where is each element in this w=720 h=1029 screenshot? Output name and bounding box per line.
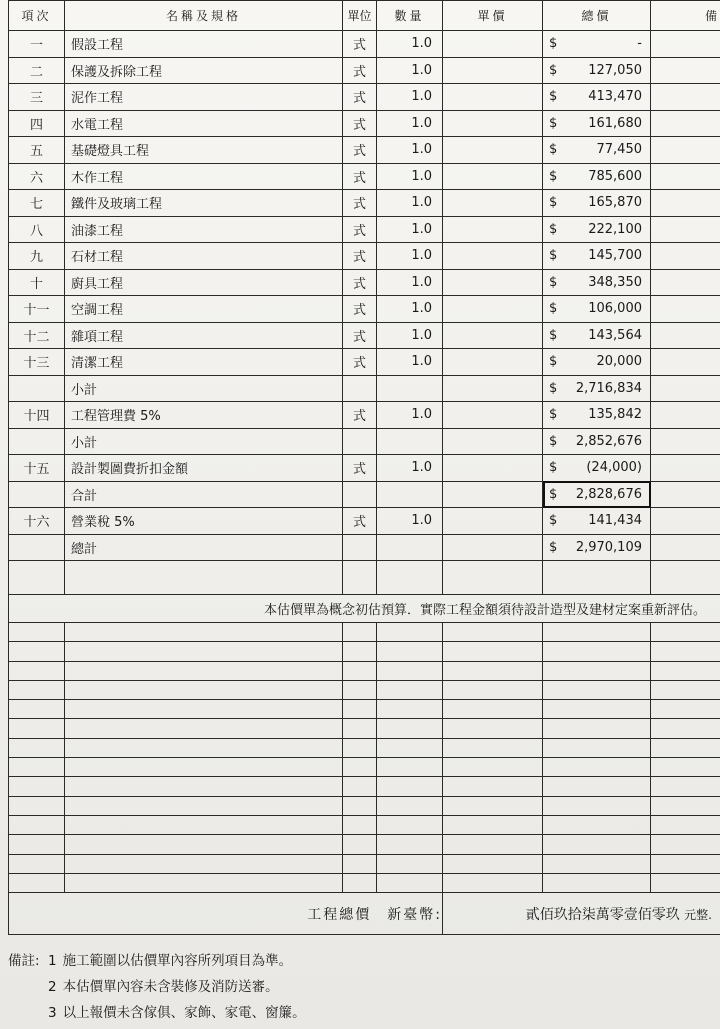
- empty-row: [9, 719, 720, 738]
- table-row: [9, 375, 720, 402]
- item-unit: [343, 375, 377, 402]
- item-extra: [651, 455, 720, 482]
- item-name: 水電工程: [65, 110, 343, 137]
- item-qty: 1.0: [377, 57, 443, 84]
- table-row: [9, 349, 720, 376]
- item-index: 一: [9, 31, 65, 58]
- item-unit-price: [443, 243, 543, 270]
- item-index: [9, 375, 65, 402]
- item-name: 總計: [65, 534, 343, 561]
- item-index: 三: [9, 84, 65, 111]
- item-unit-price: [443, 428, 543, 455]
- table-row: [9, 322, 720, 349]
- item-qty: [377, 481, 443, 508]
- item-index: 十三: [9, 349, 65, 376]
- item-index: 八: [9, 216, 65, 243]
- remark-text: 本估價單內容未含裝修及消防送審。: [62, 979, 279, 995]
- remark-text: 以上報價未含傢俱、家飾、家電、窗簾。: [62, 1005, 306, 1021]
- item-unit-price: [443, 402, 543, 429]
- item-qty: 1.0: [377, 269, 443, 296]
- item-extra: [651, 375, 720, 402]
- item-total-cell: [543, 84, 651, 111]
- table-row: [9, 31, 720, 58]
- item-qty: 1.0: [377, 163, 443, 190]
- header-row: [9, 1, 720, 31]
- header-total: 總價: [543, 1, 651, 31]
- item-total: 106,000: [588, 301, 642, 316]
- item-unit: 式: [343, 216, 377, 243]
- empty-row: [9, 661, 720, 680]
- item-total: 2,970,109: [575, 539, 642, 555]
- item-total: 348,350: [588, 274, 642, 290]
- item-total-cell: [543, 110, 651, 137]
- remark-num: 3: [48, 1005, 57, 1021]
- header-unit: 單位: [343, 1, 377, 31]
- item-qty: 1.0: [377, 190, 443, 217]
- item-index: [9, 534, 65, 561]
- item-total: 413,470: [588, 89, 642, 104]
- item-total: 2,828,676: [575, 486, 642, 502]
- table-row: [9, 137, 720, 164]
- empty-row: [9, 700, 720, 719]
- table-row: [9, 296, 720, 323]
- item-total-cell: [543, 455, 651, 482]
- item-unit-price: [443, 508, 543, 535]
- item-total: 785,600: [588, 168, 642, 184]
- currency-symbol: $: [549, 195, 558, 210]
- item-index: 十: [9, 269, 65, 296]
- item-name: 清潔工程: [65, 349, 343, 376]
- table-row: [9, 481, 720, 508]
- item-extra: [651, 428, 720, 455]
- currency-symbol: $: [549, 142, 558, 157]
- item-total-cell: [543, 534, 651, 561]
- item-extra: [651, 349, 720, 376]
- item-index: [9, 481, 65, 508]
- item-unit: 式: [343, 243, 377, 270]
- table-row: [9, 243, 720, 270]
- currency-symbol: $: [549, 407, 558, 422]
- item-total-cell: [543, 402, 651, 429]
- item-total: 141,434: [588, 513, 642, 528]
- empty-row: [9, 758, 720, 777]
- header-unit-price: 單價: [443, 1, 543, 31]
- currency-symbol: $: [549, 513, 558, 528]
- item-extra: [651, 110, 720, 137]
- currency-symbol: $: [549, 221, 558, 237]
- remarks: [8, 948, 708, 1026]
- item-index: 二: [9, 57, 65, 84]
- item-name: 合計: [65, 481, 343, 508]
- remark-num: 2: [48, 979, 57, 995]
- currency-symbol: $: [549, 115, 558, 131]
- item-qty: 1.0: [377, 84, 443, 111]
- item-qty: 1.0: [377, 243, 443, 270]
- empty-row: [9, 777, 720, 796]
- item-unit: [343, 481, 377, 508]
- item-total: 2,852,676: [575, 433, 642, 449]
- item-unit-price: [443, 216, 543, 243]
- empty-row: [9, 738, 720, 757]
- item-total: 161,680: [588, 115, 642, 131]
- item-total-cell: [543, 375, 651, 402]
- table-row: [9, 428, 720, 455]
- table-row: [9, 508, 720, 535]
- currency-symbol: $: [549, 380, 558, 396]
- item-total-cell: [543, 163, 651, 190]
- item-total: 20,000: [596, 354, 642, 369]
- currency-symbol: $: [549, 36, 558, 51]
- table-row: [9, 402, 720, 429]
- item-extra: [651, 216, 720, 243]
- item-qty: 1.0: [377, 216, 443, 243]
- item-total-cell: [543, 481, 651, 508]
- item-total-cell: [543, 137, 651, 164]
- item-total: 145,700: [588, 248, 642, 263]
- item-name: 木作工程: [65, 163, 343, 190]
- item-name: 油漆工程: [65, 216, 343, 243]
- currency-symbol: $: [549, 62, 558, 78]
- remark-line-1: [8, 948, 708, 974]
- empty-row: [9, 680, 720, 699]
- item-unit: 式: [343, 508, 377, 535]
- item-extra: [651, 84, 720, 111]
- item-unit: 式: [343, 349, 377, 376]
- remarks-lead: 備註:: [8, 953, 40, 969]
- item-unit: 式: [343, 322, 377, 349]
- item-unit-price: [443, 455, 543, 482]
- item-unit: 式: [343, 110, 377, 137]
- item-unit: [343, 428, 377, 455]
- item-qty: [377, 375, 443, 402]
- item-unit-price: [443, 322, 543, 349]
- item-name: 小計: [65, 375, 343, 402]
- item-index: 十四: [9, 402, 65, 429]
- item-total-cell: [543, 57, 651, 84]
- item-index: 十五: [9, 455, 65, 482]
- table-row: [9, 57, 720, 84]
- item-qty: 1.0: [377, 31, 443, 58]
- item-unit-price: [443, 375, 543, 402]
- currency-symbol: $: [549, 486, 558, 502]
- item-extra: [651, 296, 720, 323]
- item-total-cell: [543, 190, 651, 217]
- item-total-cell: [543, 428, 651, 455]
- estimate-table: [8, 0, 720, 935]
- item-index: 十六: [9, 508, 65, 535]
- remark-line-2: [8, 974, 708, 1000]
- item-index: 十二: [9, 322, 65, 349]
- item-name: 雜項工程: [65, 322, 343, 349]
- item-extra: [651, 269, 720, 296]
- item-extra: [651, 57, 720, 84]
- item-unit-price: [443, 296, 543, 323]
- currency-symbol: $: [549, 274, 558, 290]
- item-index: 四: [9, 110, 65, 137]
- currency-symbol: $: [549, 539, 558, 555]
- empty-row: [9, 835, 720, 854]
- table-row: [9, 216, 720, 243]
- item-unit-price: [443, 110, 543, 137]
- table-row: [9, 110, 720, 137]
- item-name: 基礎燈具工程: [65, 137, 343, 164]
- header-index: 項次: [9, 1, 65, 31]
- item-qty: 1.0: [377, 110, 443, 137]
- item-unit-price: [443, 57, 543, 84]
- item-qty: 1.0: [377, 322, 443, 349]
- item-total-cell: [543, 296, 651, 323]
- grand-total-words-cell: [443, 893, 720, 935]
- item-unit-price: [443, 349, 543, 376]
- empty-row: [9, 854, 720, 873]
- item-qty: 1.0: [377, 508, 443, 535]
- item-extra: [651, 163, 720, 190]
- item-index: 五: [9, 137, 65, 164]
- item-index: [9, 428, 65, 455]
- item-unit: 式: [343, 190, 377, 217]
- remark-text: 施工範圍以估價單內容所列項目為準。: [62, 953, 293, 969]
- currency-symbol: $: [549, 248, 558, 263]
- currency-symbol: $: [549, 433, 558, 449]
- item-total: 77,450: [596, 142, 642, 157]
- item-extra: [651, 137, 720, 164]
- item-total: 143,564: [588, 327, 642, 343]
- item-extra: [651, 508, 720, 535]
- table-row: [9, 455, 720, 482]
- item-extra: [651, 190, 720, 217]
- item-extra: [651, 243, 720, 270]
- remark-line-3: [8, 1000, 708, 1026]
- empty-row: [9, 873, 720, 892]
- empty-row: [9, 796, 720, 815]
- item-unit: 式: [343, 57, 377, 84]
- item-name: 泥作工程: [65, 84, 343, 111]
- item-index: 十一: [9, 296, 65, 323]
- header-extra: 備: [651, 1, 720, 31]
- item-extra: [651, 322, 720, 349]
- item-unit-price: [443, 534, 543, 561]
- item-name: 空調工程: [65, 296, 343, 323]
- item-name: 設計製圖費折扣金額: [65, 455, 343, 482]
- item-qty: 1.0: [377, 402, 443, 429]
- item-total-cell: [543, 508, 651, 535]
- item-qty: 1.0: [377, 296, 443, 323]
- item-unit-price: [443, 269, 543, 296]
- item-total-cell: [543, 216, 651, 243]
- item-total: 127,050: [588, 62, 642, 78]
- item-qty: 1.0: [377, 455, 443, 482]
- empty-row: [9, 623, 720, 642]
- currency-symbol: $: [549, 168, 558, 184]
- empty-row: [9, 642, 720, 661]
- currency-symbol: $: [549, 354, 558, 369]
- header-name: 名稱及規格: [65, 1, 343, 31]
- item-unit: [343, 534, 377, 561]
- item-unit: 式: [343, 163, 377, 190]
- currency-symbol: $: [549, 89, 558, 104]
- item-qty: [377, 428, 443, 455]
- item-unit-price: [443, 84, 543, 111]
- item-index: 六: [9, 163, 65, 190]
- item-total-cell: [543, 31, 651, 58]
- item-qty: 1.0: [377, 349, 443, 376]
- item-name: 保護及拆除工程: [65, 57, 343, 84]
- note-row: [9, 595, 720, 623]
- empty-row: [9, 815, 720, 834]
- empty-rows: [9, 623, 720, 893]
- currency-symbol: $: [549, 301, 558, 316]
- item-extra: [651, 534, 720, 561]
- item-total-cell: [543, 349, 651, 376]
- item-total: -: [637, 36, 642, 51]
- grand-total-suffix: 元整.: [684, 907, 712, 922]
- header-qty: 數量: [377, 1, 443, 31]
- blank-row: [9, 561, 720, 595]
- grand-total-words: 貳佰玖拾柒萬零壹佰零玖: [525, 906, 680, 923]
- item-name: 鐵件及玻璃工程: [65, 190, 343, 217]
- item-unit-price: [443, 481, 543, 508]
- item-total: 2,716,834: [575, 380, 642, 396]
- item-unit-price: [443, 163, 543, 190]
- item-total: 135,842: [588, 407, 642, 422]
- item-unit: 式: [343, 84, 377, 111]
- table-row: [9, 163, 720, 190]
- item-extra: [651, 481, 720, 508]
- item-name: 工程管理費 5%: [65, 402, 343, 429]
- item-index: 七: [9, 190, 65, 217]
- item-name: 石材工程: [65, 243, 343, 270]
- table-row: [9, 84, 720, 111]
- item-unit: 式: [343, 296, 377, 323]
- item-unit: 式: [343, 137, 377, 164]
- item-name: 小計: [65, 428, 343, 455]
- item-extra: [651, 31, 720, 58]
- estimate-note: 本估價單為概念初估預算．實際工程金額須待設計造型及建材定案重新評估。: [9, 595, 720, 623]
- table-row: [9, 190, 720, 217]
- currency-symbol: $: [549, 460, 558, 475]
- item-name: 假設工程: [65, 31, 343, 58]
- item-unit: 式: [343, 455, 377, 482]
- item-qty: [377, 534, 443, 561]
- item-total-cell: [543, 243, 651, 270]
- table-row: [9, 269, 720, 296]
- item-name: 廚具工程: [65, 269, 343, 296]
- item-total: 165,870: [588, 195, 642, 210]
- item-total-cell: [543, 269, 651, 296]
- item-total-cell: [543, 322, 651, 349]
- item-qty: 1.0: [377, 137, 443, 164]
- grand-total-label: 工程總價 新臺幣:: [9, 893, 443, 935]
- items-body: [9, 31, 720, 561]
- item-unit: 式: [343, 402, 377, 429]
- item-name: 營業稅 5%: [65, 508, 343, 535]
- grand-total-row: [9, 893, 720, 935]
- item-total: (24,000): [586, 460, 642, 475]
- item-unit-price: [443, 190, 543, 217]
- item-unit-price: [443, 137, 543, 164]
- item-unit: 式: [343, 269, 377, 296]
- item-extra: [651, 402, 720, 429]
- item-unit-price: [443, 31, 543, 58]
- item-index: 九: [9, 243, 65, 270]
- item-total: 222,100: [588, 221, 642, 237]
- table-row: [9, 534, 720, 561]
- currency-symbol: $: [549, 327, 558, 343]
- item-unit: 式: [343, 31, 377, 58]
- remark-num: 1: [48, 953, 57, 969]
